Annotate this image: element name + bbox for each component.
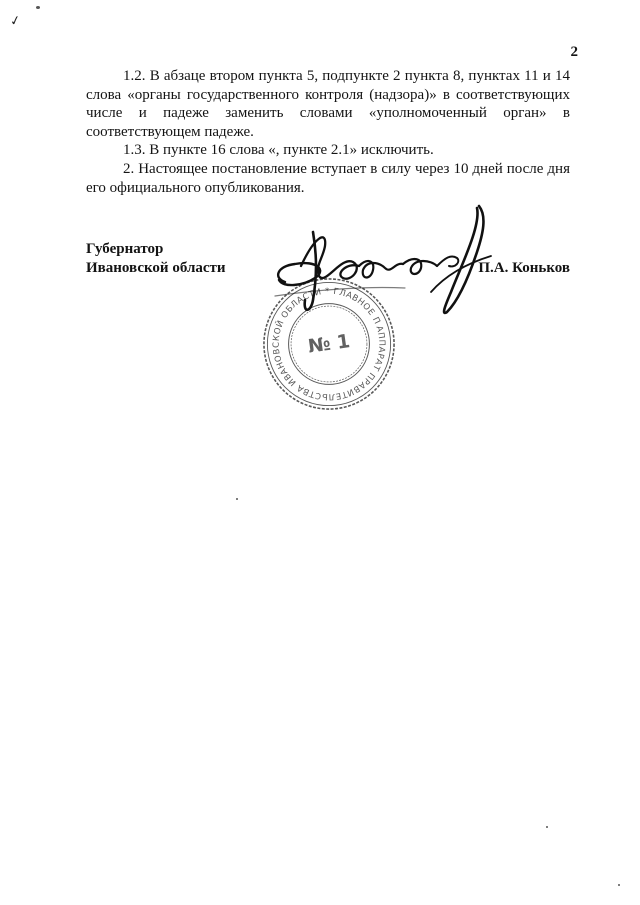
paragraph-1-3: 1.3. В пункте 16 слова «, пункте 2.1» исключить. bbox=[123, 142, 434, 159]
seal-number: № 1 bbox=[306, 331, 352, 358]
position-line-2: Ивановской области bbox=[86, 259, 226, 276]
scan-tick-mark: ✓ bbox=[8, 13, 23, 30]
paragraph-2: 2. Настоящее постановление вступает в силу через 10 дней после дня его официального опубликования. bbox=[86, 160, 570, 196]
position-line-1: Губернатор bbox=[86, 241, 164, 257]
scan-speck bbox=[36, 6, 40, 9]
paragraph-1-2: 1.2. В абзаце втором пункта 5, подпункте 2 пункта 8, пунктах 11 и 14 слова «органы государственного контроля (надзора)» в соответствующих числе и падеже заменить словами «уполномоченный орган» в соответствующем падеже. bbox=[86, 68, 570, 140]
handwritten-signature bbox=[255, 196, 505, 321]
seal-ring-text-path: АППАРАТ ПРАВИТЕЛЬСТВА ИВАНОВСКОЙ ОБЛАСТИ * ГЛАВНОЕ ПРАВОВОЕ bbox=[270, 285, 388, 403]
scan-speck bbox=[546, 826, 548, 828]
scan-speck bbox=[618, 884, 620, 886]
page-number: 2 bbox=[570, 44, 578, 60]
scan-speck bbox=[236, 498, 238, 500]
document-body bbox=[86, 67, 570, 197]
signatory-name: П.А. Коньков bbox=[478, 259, 570, 276]
